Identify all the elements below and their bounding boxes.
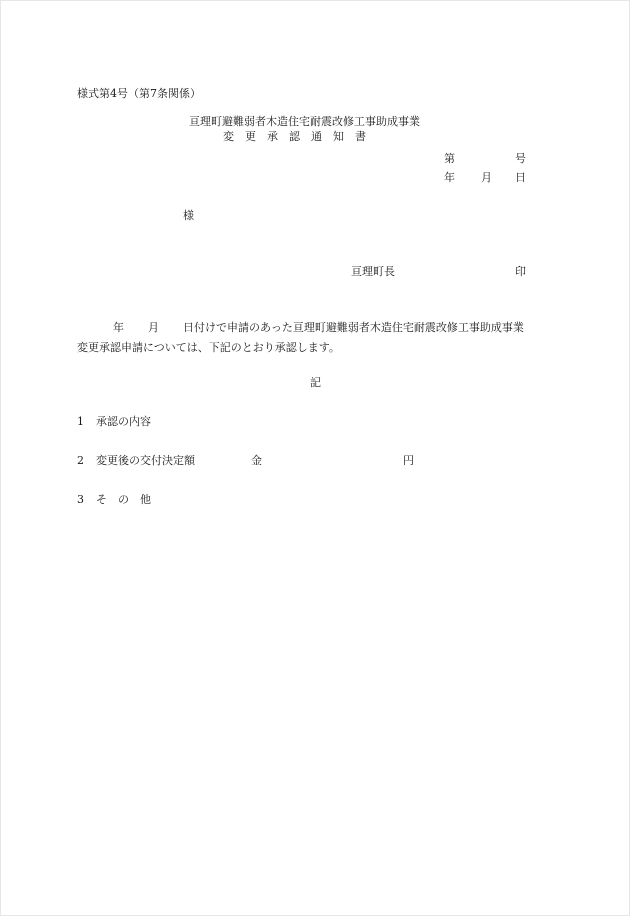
date-day: 日 [515,171,526,184]
date-year: 年 [444,171,455,184]
ki-heading: 記 [310,376,321,389]
item-3-label: そ の 他 [96,493,151,506]
body-month: 月 [148,321,159,334]
item-3-number: 3 [77,493,84,506]
body-year: 年 [113,321,124,334]
title-line-2: 変 更 承 認 通 知 書 [223,130,366,143]
amount-prefix: 金 [251,454,262,467]
item-1-number: 1 [77,415,84,428]
number-suffix: 号 [515,152,526,165]
amount-unit: 円 [403,454,414,467]
seal-mark: 印 [515,265,526,278]
date-month: 月 [481,171,492,184]
number-prefix: 第 [444,152,455,165]
issuer-title: 亘理町長 [351,265,395,278]
title-line-1: 亘理町避難弱者木造住宅耐震改修工事助成事業 [189,115,420,128]
item-2-label: 変更後の交付決定額 [96,454,195,467]
item-1-label: 承認の内容 [96,415,151,428]
item-2-number: 2 [77,454,84,467]
form-number: 様式第4号（第7条関係） [77,87,201,100]
recipient-suffix: 様 [183,209,194,222]
body-line-1: 日付けで申請のあった亘理町避難弱者木造住宅耐震改修工事助成事業 [183,321,524,334]
body-line-2: 変更承認申請については、下記のとおり承認します。 [77,341,340,354]
